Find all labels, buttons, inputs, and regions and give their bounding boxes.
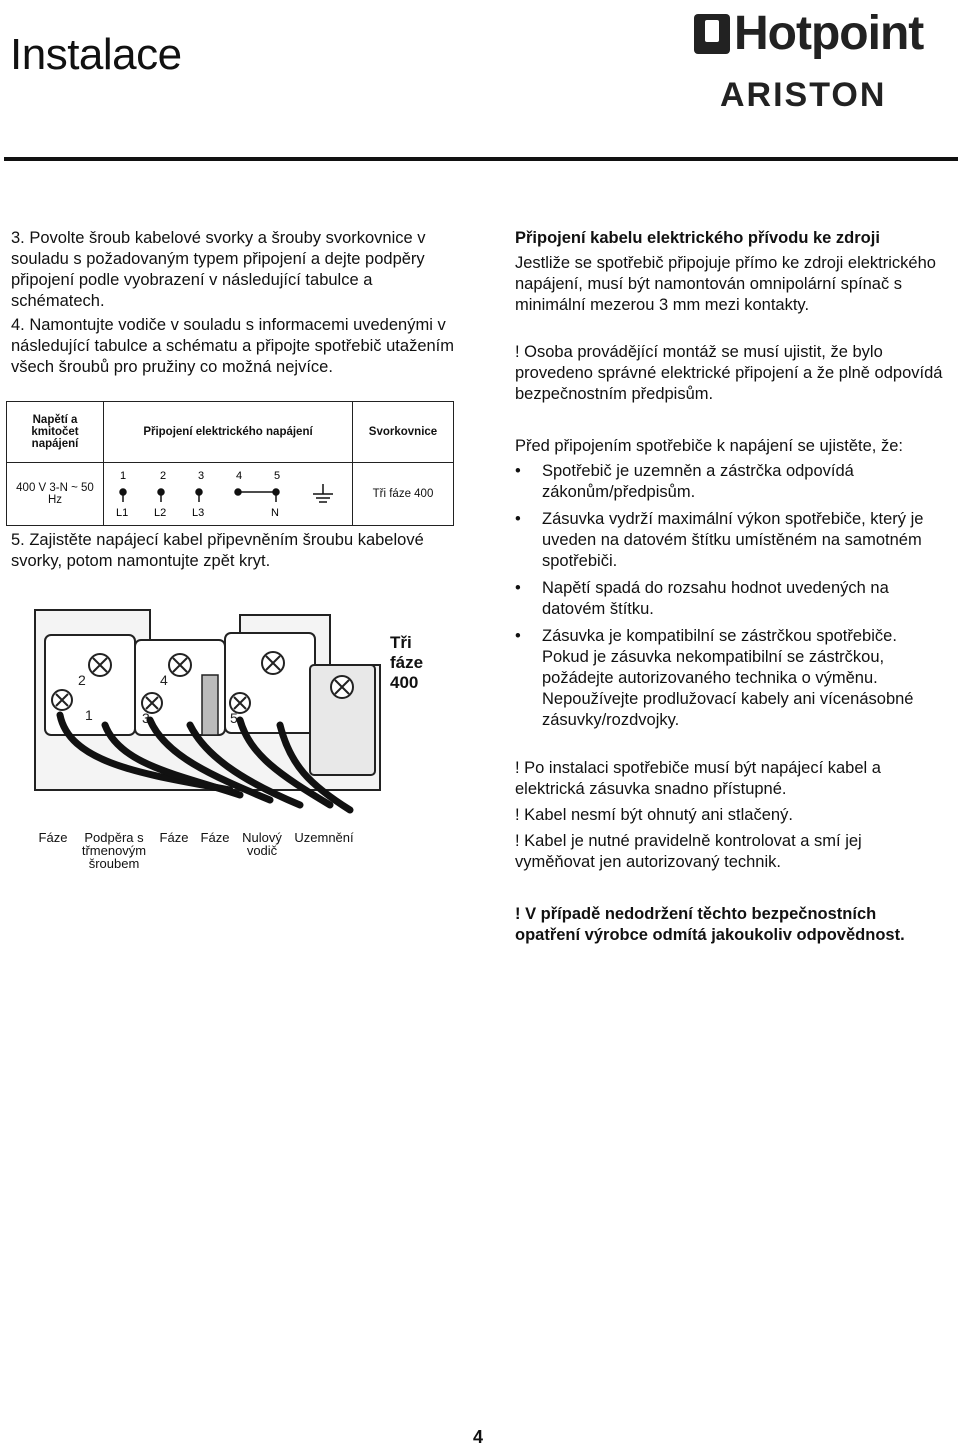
table-row [7, 463, 454, 526]
table-header-connection: Připojení elektrického napájení [104, 402, 353, 463]
list-item: • Spotřebič je uzemněn a zástrčka odpovídá zákonům/předpisům. [515, 461, 945, 503]
diagram-label-neutral: Nulový vodič [242, 830, 282, 858]
step-5-text: 5. Zajistěte napájecí kabel připevněním šroubu kabelové svorky, potom namontujte zpět kryt. [11, 531, 424, 570]
right-intro: Před připojením spotřebiče k napájení se ujistěte, že: [515, 437, 903, 455]
diagram-label-support: Podpěra s třmenovým šroubem [81, 830, 147, 871]
list-item: • Zásuvka vydrží maximální výkon spotřebiče, který je uveden na datovém štítku umístěném na samotném spotřebiči. [515, 509, 945, 572]
diagram-label-phase-2: Fáze [159, 830, 189, 845]
support-clamp [202, 675, 218, 735]
terminal-num-4: 4 [160, 672, 168, 688]
schema-num-3: 3 [198, 469, 205, 482]
diagram-label-ground: Uzemnění [294, 830, 354, 845]
schema-label-n: N [271, 506, 279, 519]
table-cell-voltage: 400 V 3-N ~ 50 Hz [7, 463, 104, 526]
brand-logo-hotpoint: Hotpoint [734, 7, 924, 60]
table-cell-terminal: Tři fáze 400 [353, 463, 454, 526]
schema-label-l2: L2 [154, 506, 167, 519]
schema-num-5: 5 [274, 469, 281, 482]
right-para-2: ! Osoba provádějící montáž se musí ujistit, že bylo provedeno správné elektrické připojení a že plně odpovídá bezpečnostním předpisům. [515, 343, 943, 403]
terminal-num-2: 2 [78, 672, 86, 688]
table-header-row [7, 402, 454, 463]
brand-logo [690, 6, 950, 118]
terminal-block-diagram [30, 605, 390, 830]
table-header-terminal: Svorkovnice [353, 402, 454, 463]
brand-logo-mark [694, 14, 730, 54]
note-inspect: ! Kabel je nutné pravidelně kontrolovat a smí jej vyměňovat jen autorizovaný technik. [515, 832, 862, 871]
step-3-text: 3. Povolte šroub kabelové svorky a šrouby svorkovnice v souladu s požadovaným typem připojení a dejte podpěry připojení podle vyobrazení v následující tabulce a schématech. [11, 229, 426, 310]
schema-terminals [120, 484, 333, 502]
terminal-wiring-schema [108, 464, 348, 522]
diagram-side-label-text: Tři fáze 400 [390, 633, 424, 692]
schema-num-2: 2 [160, 469, 167, 482]
schema-num-1: 1 [120, 469, 127, 482]
list-item: • Napětí spadá do rozsahu hodnot uvedených na datovém štítku. [515, 578, 945, 620]
table-header-voltage: Napětí a kmitočet napájení [7, 402, 104, 463]
table-cell-connection-schema [104, 463, 353, 526]
terminal-num-3: 3 [142, 710, 150, 726]
header-divider [4, 157, 958, 161]
page-title: Instalace [10, 30, 182, 79]
schema-label-l3: L3 [192, 506, 205, 519]
page-number: 4 [473, 1427, 484, 1447]
terminal-num-5: 5 [230, 710, 238, 726]
list-item: • Zásuvka je kompatibilní se zástrčkou spotřebiče. Pokud je zásuvka nekompatibilní se zástrčkou, požádejte autorizovaného technika o výměnu. Nepoužívejte prodlužovací kabely ani vícenásobné zásuvky/rozdvojky. [515, 626, 945, 731]
brand-logo-ariston: ARISTON [720, 76, 887, 114]
diagram-side-label [390, 633, 430, 693]
diagram-label-phase-1: Fáze [38, 830, 68, 845]
schema-num-4: 4 [236, 469, 243, 482]
requirements-list [515, 461, 945, 737]
right-para-1: Jestliže se spotřebič připojuje přímo ke zdroji elektrického napájení, musí být namontován omnipolární spínač s minimální mezerou 3 mm mezi kontakty. [515, 254, 936, 314]
schema-label-l1: L1 [116, 506, 129, 519]
note-accessible: ! Po instalaci spotřebiče musí být napájecí kabel a elektrická zásuvka snadno přístupné. [515, 759, 881, 798]
right-heading: Připojení kabelu elektrického přívodu ke zdroji [515, 229, 880, 247]
step-4-text: 4. Namontujte vodiče v souladu s informacemi uvedenými v následující tabulce a schématu a připojte spotřebič utažením všech šroubů pro pružiny co možná nejvíce. [11, 316, 455, 376]
terminal-num-1: 1 [85, 707, 93, 723]
diagram-label-phase-3: Fáze [200, 830, 230, 845]
safety-warning: ! V případě nedodržení těchto bezpečnostních opatření výrobce odmítá jakoukoliv odpovědnost. [515, 905, 905, 944]
note-not-bent: ! Kabel nesmí být ohnutý ani stlačený. [515, 806, 793, 824]
connection-table [6, 401, 454, 526]
